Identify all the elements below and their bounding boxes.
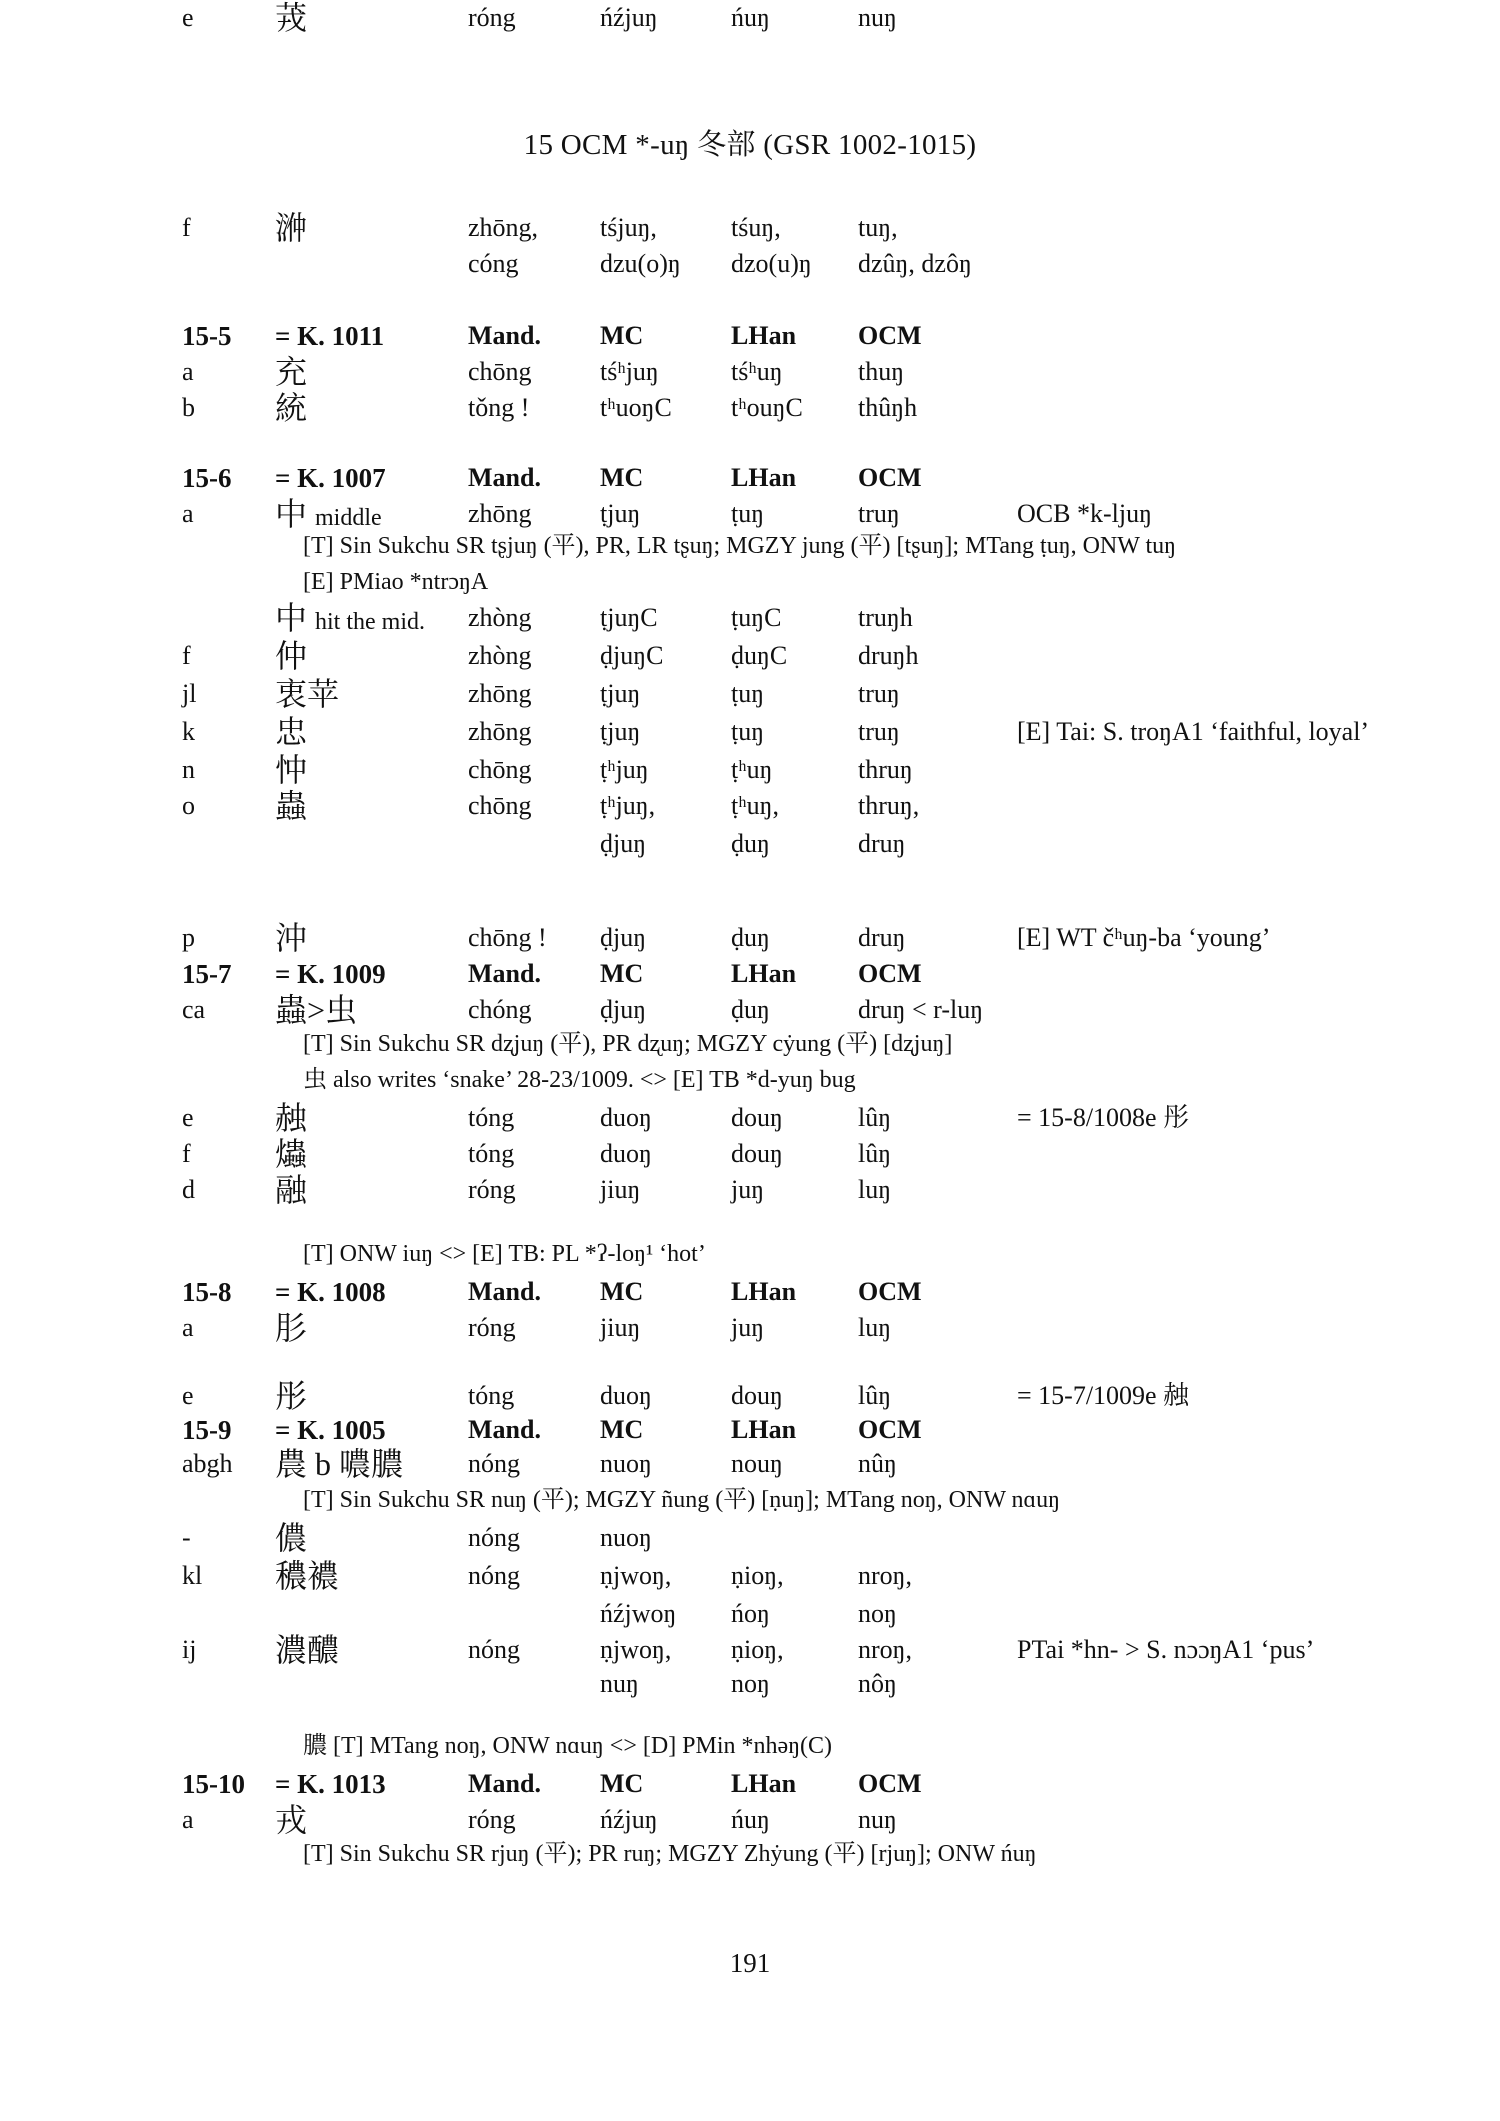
old-chinese: luŋ bbox=[858, 1313, 892, 1342]
entry-row bbox=[0, 1172, 1500, 1208]
entry-row bbox=[0, 1136, 1500, 1172]
entry-letter: a bbox=[182, 1805, 194, 1834]
later-han: ńoŋ bbox=[731, 1599, 770, 1628]
later-han: ńuŋ bbox=[731, 3, 770, 32]
middle-chinese: duoŋ bbox=[600, 1103, 652, 1132]
extra-note: [E] WT čʰuŋ-ba ‘young’ bbox=[1017, 923, 1271, 952]
later-han: douŋ bbox=[731, 1103, 783, 1132]
mandarin: zhōng bbox=[468, 679, 532, 708]
middle-chinese: MC bbox=[600, 463, 644, 492]
entry-row bbox=[0, 1666, 1500, 1702]
later-han: douŋ bbox=[731, 1381, 783, 1410]
entry-letter: f bbox=[182, 213, 191, 242]
character: = K. 1005 bbox=[275, 1415, 386, 1445]
entry-row bbox=[0, 1632, 1500, 1668]
middle-chinese: nuoŋ bbox=[600, 1523, 652, 1552]
entry-letter: jl bbox=[182, 679, 197, 708]
entry-letter: 15-10 bbox=[182, 1769, 245, 1799]
later-han: douŋ bbox=[731, 1139, 783, 1168]
entry-row bbox=[0, 638, 1500, 674]
mandarin: tóng bbox=[468, 1103, 515, 1132]
later-han: ḍuŋC bbox=[731, 641, 788, 670]
entry-letter: e bbox=[182, 1381, 194, 1410]
old-chinese: dzûŋ, dzôŋ bbox=[858, 249, 972, 278]
entry-letter: f bbox=[182, 641, 191, 670]
middle-chinese: ńźjuŋ bbox=[600, 3, 658, 32]
entry-row bbox=[0, 1378, 1500, 1414]
later-han: ḍuŋ bbox=[731, 923, 770, 952]
character: = K. 1008 bbox=[275, 1277, 386, 1307]
later-han: LHan bbox=[731, 1415, 797, 1444]
later-han: ṇioŋ, bbox=[731, 1635, 784, 1664]
old-chinese: truŋ bbox=[858, 679, 900, 708]
entry-note: [T] Sin Sukchu SR rjuŋ (平); PR ruŋ; MGZY Zhẏung (平) [rjuŋ]; ONW ńuŋ bbox=[303, 1841, 1037, 1867]
mandarin: chōng bbox=[468, 357, 532, 386]
entry-row bbox=[0, 788, 1500, 824]
old-chinese: OCM bbox=[858, 321, 922, 350]
character: 仲 bbox=[275, 638, 308, 674]
later-han: noŋ bbox=[731, 1669, 770, 1698]
page-number: 191 bbox=[729, 1948, 771, 1978]
character: 蟲 bbox=[275, 788, 308, 824]
character-with-gloss bbox=[275, 600, 425, 640]
entry-row bbox=[0, 246, 1500, 282]
middle-chinese: dzu(o)ŋ bbox=[600, 249, 681, 278]
later-han: ńuŋ bbox=[731, 1805, 770, 1834]
later-han: tśʰuŋ bbox=[731, 357, 783, 386]
mandarin: nóng bbox=[468, 1523, 520, 1552]
entry-row bbox=[0, 210, 1500, 246]
entry-letter: a bbox=[182, 1313, 194, 1342]
entry-row bbox=[0, 390, 1500, 426]
entry-letter: e bbox=[182, 1103, 194, 1132]
character: 衷苹 bbox=[275, 676, 340, 712]
series-header bbox=[0, 318, 1500, 354]
middle-chinese: tśʰjuŋ bbox=[600, 357, 659, 386]
entry-letter: e bbox=[182, 3, 194, 32]
old-chinese: thûŋh bbox=[858, 393, 918, 422]
mandarin: nóng bbox=[468, 1449, 520, 1478]
old-chinese: druŋ < r-luŋ bbox=[858, 995, 984, 1024]
mandarin: zhōng bbox=[468, 717, 532, 746]
entry-letter: kl bbox=[182, 1561, 203, 1590]
middle-chinese: nuoŋ bbox=[600, 1449, 652, 1478]
entry-letter: 15-7 bbox=[182, 959, 232, 989]
old-chinese: OCM bbox=[858, 463, 922, 492]
character: = K. 1009 bbox=[275, 959, 386, 989]
middle-chinese: MC bbox=[600, 959, 644, 988]
middle-chinese: ḍjuŋ bbox=[600, 995, 647, 1024]
entry-row bbox=[0, 600, 1500, 636]
entry-letter: ij bbox=[182, 1635, 197, 1664]
later-han: ḍuŋ bbox=[731, 829, 770, 858]
entry-row bbox=[0, 354, 1500, 390]
character: 中 bbox=[275, 600, 308, 636]
middle-chinese: ṇjwoŋ, bbox=[600, 1561, 672, 1590]
middle-chinese: ṇjwoŋ, bbox=[600, 1635, 672, 1664]
character: 茙 bbox=[275, 0, 308, 36]
character: 中 bbox=[275, 496, 308, 532]
entry-row bbox=[0, 920, 1500, 956]
later-han: tʰouŋC bbox=[731, 393, 803, 422]
middle-chinese: ṭjuŋC bbox=[600, 603, 658, 632]
mandarin: róng bbox=[468, 1175, 516, 1204]
character: 㴢 bbox=[275, 210, 308, 246]
later-han: LHan bbox=[731, 321, 797, 350]
entry-letter: n bbox=[182, 755, 195, 784]
later-han: ṭuŋ bbox=[731, 679, 765, 708]
entry-letter: 15-6 bbox=[182, 463, 232, 493]
mandarin: tóng bbox=[468, 1381, 515, 1410]
running-head: 15 OCM *-uŋ 冬部 (GSR 1002-1015) bbox=[523, 129, 977, 161]
mandarin: zhōng, bbox=[468, 213, 539, 242]
middle-chinese: duoŋ bbox=[600, 1139, 652, 1168]
entry-letter: ca bbox=[182, 995, 206, 1024]
old-chinese: truŋ bbox=[858, 499, 900, 528]
old-chinese: truŋh bbox=[858, 603, 913, 632]
character: 戎 bbox=[275, 1802, 308, 1838]
character: 農 b 噥膿 bbox=[275, 1446, 404, 1482]
gloss: middle bbox=[315, 505, 382, 531]
character: 爞 bbox=[275, 1136, 308, 1172]
series-header bbox=[0, 460, 1500, 496]
mandarin: tǒng ! bbox=[468, 393, 530, 422]
old-chinese: luŋ bbox=[858, 1175, 892, 1204]
middle-chinese: jiuŋ bbox=[600, 1313, 641, 1342]
entry-letter: - bbox=[182, 1523, 191, 1552]
extra-note: [E] Tai: S. troŋA1 ‘faithful, loyal’ bbox=[1017, 717, 1370, 746]
character: 忡 bbox=[275, 752, 308, 788]
later-han: tśuŋ, bbox=[731, 213, 781, 242]
mandarin: róng bbox=[468, 3, 516, 32]
old-chinese: druŋ bbox=[858, 923, 906, 952]
old-chinese: lûŋ bbox=[858, 1103, 892, 1132]
old-chinese: truŋ bbox=[858, 717, 900, 746]
later-han: ṭʰuŋ, bbox=[731, 791, 779, 820]
mandarin: Mand. bbox=[468, 321, 541, 350]
entry-letter: 15-9 bbox=[182, 1415, 232, 1445]
entry-row bbox=[0, 1100, 1500, 1136]
extra-note: = 15-7/1009e 赨 bbox=[1017, 1381, 1190, 1410]
entry-row bbox=[0, 1596, 1500, 1632]
later-han: ṭuŋ bbox=[731, 499, 765, 528]
middle-chinese: ṭjuŋ bbox=[600, 499, 641, 528]
character: 充 bbox=[275, 354, 308, 390]
mandarin: róng bbox=[468, 1313, 516, 1342]
later-han: juŋ bbox=[731, 1313, 765, 1342]
later-han: dzo(u)ŋ bbox=[731, 249, 812, 278]
middle-chinese: ḍjuŋC bbox=[600, 641, 664, 670]
middle-chinese: jiuŋ bbox=[600, 1175, 641, 1204]
old-chinese: thuŋ bbox=[858, 357, 905, 386]
middle-chinese: ńźjuŋ bbox=[600, 1805, 658, 1834]
old-chinese: OCM bbox=[858, 1415, 922, 1444]
mandarin: nóng bbox=[468, 1635, 520, 1664]
entry-row bbox=[0, 752, 1500, 788]
character: 赨 bbox=[275, 1100, 308, 1136]
middle-chinese: MC bbox=[600, 321, 644, 350]
series-header bbox=[0, 1412, 1500, 1448]
extra-note: PTai *hn- > S. nɔɔŋA1 ‘pus’ bbox=[1017, 1635, 1315, 1664]
series-header bbox=[0, 1766, 1500, 1802]
extra-note: OCB *k-ljuŋ bbox=[1017, 499, 1152, 528]
later-han: LHan bbox=[731, 463, 797, 492]
character: 統 bbox=[275, 390, 308, 426]
mandarin: Mand. bbox=[468, 1277, 541, 1306]
old-chinese: lûŋ bbox=[858, 1381, 892, 1410]
mandarin: chōng bbox=[468, 755, 532, 784]
later-han: ṇioŋ, bbox=[731, 1561, 784, 1590]
character: 儂 bbox=[275, 1520, 308, 1556]
entry-row bbox=[0, 826, 1500, 862]
entry-letter: d bbox=[182, 1175, 195, 1204]
character: = K. 1013 bbox=[275, 1769, 386, 1799]
middle-chinese: MC bbox=[600, 1277, 644, 1306]
mandarin: Mand. bbox=[468, 959, 541, 988]
later-han: ṭuŋ bbox=[731, 717, 765, 746]
character: = K. 1007 bbox=[275, 463, 386, 493]
old-chinese: tuŋ, bbox=[858, 213, 898, 242]
later-han: LHan bbox=[731, 1769, 797, 1798]
series-header bbox=[0, 956, 1500, 992]
character: 肜 bbox=[275, 1310, 308, 1346]
mandarin: zhòng bbox=[468, 603, 532, 632]
entry-row bbox=[0, 1558, 1500, 1594]
entry-note: [T] Sin Sukchu SR nuŋ (平); MGZY ñung (平) [ṇuŋ]; MTang noŋ, ONW nɑuŋ bbox=[303, 1487, 1060, 1513]
old-chinese: nôŋ bbox=[858, 1669, 897, 1698]
middle-chinese: ḍjuŋ bbox=[600, 923, 647, 952]
old-chinese: druŋ bbox=[858, 829, 906, 858]
entry-note: 膿 [T] MTang noŋ, ONW nɑuŋ <> [D] PMin *nhəŋ(C) bbox=[303, 1733, 833, 1759]
series-header bbox=[0, 1274, 1500, 1310]
entry-row bbox=[0, 992, 1500, 1028]
mandarin: chōng bbox=[468, 791, 532, 820]
entry-row bbox=[0, 1446, 1500, 1482]
entry-letter: o bbox=[182, 791, 195, 820]
mandarin: Mand. bbox=[468, 463, 541, 492]
character: = K. 1011 bbox=[275, 321, 385, 351]
later-han: nouŋ bbox=[731, 1449, 783, 1478]
entry-row bbox=[0, 676, 1500, 712]
old-chinese: nûŋ bbox=[858, 1449, 897, 1478]
old-chinese: thruŋ bbox=[858, 755, 913, 784]
character: 蟲>虫 bbox=[275, 992, 358, 1028]
old-chinese: lûŋ bbox=[858, 1139, 892, 1168]
entry-row bbox=[0, 1802, 1500, 1838]
character: 穠襛 bbox=[275, 1558, 340, 1594]
middle-chinese: nuŋ bbox=[600, 1669, 639, 1698]
entry-note: 虫 also writes ‘snake’ 28-23/1009. <> [E] TB *d-yuŋ bug bbox=[303, 1067, 856, 1093]
entry-letter: a bbox=[182, 357, 194, 386]
mandarin: róng bbox=[468, 1805, 516, 1834]
later-han: LHan bbox=[731, 959, 797, 988]
character: 彤 bbox=[275, 1378, 308, 1414]
mandarin: chōng ! bbox=[468, 923, 547, 952]
later-han: ṭʰuŋ bbox=[731, 755, 773, 784]
later-han: LHan bbox=[731, 1277, 797, 1306]
old-chinese: nroŋ, bbox=[858, 1635, 913, 1664]
entry-row bbox=[0, 0, 1500, 36]
old-chinese: nuŋ bbox=[858, 3, 897, 32]
old-chinese: thruŋ, bbox=[858, 791, 920, 820]
middle-chinese: duoŋ bbox=[600, 1381, 652, 1410]
old-chinese: OCM bbox=[858, 959, 922, 988]
mandarin: Mand. bbox=[468, 1769, 541, 1798]
entry-letter: a bbox=[182, 499, 194, 528]
middle-chinese: ḍjuŋ bbox=[600, 829, 647, 858]
entry-row bbox=[0, 496, 1500, 532]
entry-letter: b bbox=[182, 393, 195, 422]
old-chinese: noŋ bbox=[858, 1599, 897, 1628]
character: 濃醲 bbox=[275, 1632, 340, 1668]
entry-row bbox=[0, 714, 1500, 750]
middle-chinese: ṭjuŋ bbox=[600, 717, 641, 746]
middle-chinese: ṭʰjuŋ, bbox=[600, 791, 656, 820]
mandarin: Mand. bbox=[468, 1415, 541, 1444]
old-chinese: nuŋ bbox=[858, 1805, 897, 1834]
mandarin: zhōng bbox=[468, 499, 532, 528]
entry-row bbox=[0, 1310, 1500, 1346]
entry-row bbox=[0, 1520, 1500, 1556]
later-han: juŋ bbox=[731, 1175, 765, 1204]
character: 忠 bbox=[275, 714, 308, 750]
mandarin: nóng bbox=[468, 1561, 520, 1590]
middle-chinese: MC bbox=[600, 1769, 644, 1798]
gloss: hit the mid. bbox=[315, 609, 426, 635]
character: 融 bbox=[275, 1172, 308, 1208]
old-chinese: OCM bbox=[858, 1277, 922, 1306]
entry-letter: 15-5 bbox=[182, 321, 232, 351]
old-chinese: OCM bbox=[858, 1769, 922, 1798]
character: 沖 bbox=[275, 920, 308, 956]
entry-note: [E] PMiao *ntrɔŋA bbox=[303, 569, 489, 595]
entry-note: [T] Sin Sukchu SR dʐjuŋ (平), PR dʐuŋ; MGZY cẏung (平) [dʐjuŋ] bbox=[303, 1031, 953, 1057]
mandarin: cóng bbox=[468, 249, 519, 278]
entry-note: [T] Sin Sukchu SR tʂjuŋ (平), PR, LR tʂuŋ; MGZY jung (平) [tʂuŋ]; MTang ṭuŋ, ONW tuŋ bbox=[303, 533, 1177, 559]
entry-letter: k bbox=[182, 717, 195, 746]
later-han: ḍuŋ bbox=[731, 995, 770, 1024]
entry-note: [T] ONW iuŋ <> [E] TB: PL *ʔ-loŋ¹ ‘hot’ bbox=[303, 1241, 706, 1267]
entry-letter: p bbox=[182, 923, 195, 952]
middle-chinese: ńźjwoŋ bbox=[600, 1599, 677, 1628]
middle-chinese: ṭjuŋ bbox=[600, 679, 641, 708]
middle-chinese: MC bbox=[600, 1415, 644, 1444]
old-chinese: nroŋ, bbox=[858, 1561, 913, 1590]
mandarin: tóng bbox=[468, 1139, 515, 1168]
entry-letter: 15-8 bbox=[182, 1277, 232, 1307]
old-chinese: druŋh bbox=[858, 641, 919, 670]
middle-chinese: ṭʰjuŋ bbox=[600, 755, 649, 784]
extra-note: = 15-8/1008e 彤 bbox=[1017, 1103, 1190, 1132]
middle-chinese: tśjuŋ, bbox=[600, 213, 657, 242]
middle-chinese: tʰuoŋC bbox=[600, 393, 672, 422]
later-han: ṭuŋC bbox=[731, 603, 782, 632]
mandarin: chóng bbox=[468, 995, 532, 1024]
mandarin: zhòng bbox=[468, 641, 532, 670]
entry-letter: abgh bbox=[182, 1449, 233, 1478]
entry-letter: f bbox=[182, 1139, 191, 1168]
